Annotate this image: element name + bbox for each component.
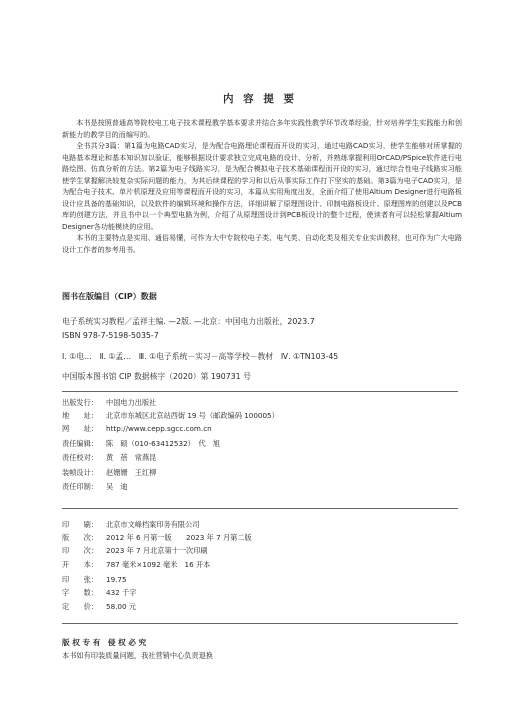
- copyright-notice: 版 权 专 有 侵 权 必 究: [62, 638, 147, 647]
- summary-body: [62, 117, 462, 255]
- publisher-row: [62, 424, 212, 434]
- printing-row: [62, 560, 210, 570]
- publisher-row: [62, 453, 156, 463]
- quality-notice: 本书如有印装质量问题，我社营销中心负责退换: [62, 651, 213, 660]
- summary-paragraph: 本书的主要特点是实用、通俗易懂，可作为大中专院校电子类、电气类、自动化类及相关专业实训教材，也可作为广大电路设计工作者的参考用书。: [62, 233, 462, 254]
- publisher-value: 黄 蓓 常燕昆: [106, 453, 157, 462]
- publisher-row: [62, 398, 156, 408]
- publisher-key: 装帧设计：: [62, 468, 98, 477]
- summary-paragraph: 全书共分3篇：第1篇为电路CAD实习，是为配合电路理论课程而开设的实习，通过电路CAD实习，使学生能够对所掌握的电路基本理论和基本知识加以验证，能够根据设计要求独立完成电路的设计、分析，并熟练掌握利用OrCAD/PSpice软件进行电路绘图、仿真分析的方法。第2篇为电子线路实习，是为配合模拟电子技术基础课程而开设的实习，通过综合性电子线路实习能使学生掌握解决较复杂实际问题的能力，为其后续课程的学习和以后从事实际工作打下坚实的基础。第3篇为电子CAD实习，是为配合电子技术、单片机原理及应用等课程而开设的实习，本篇从实用角度出发，全面介绍了使用Altium Designer进行电路板设计应具备的基础知识，以及软件的编辑环境和操作方法，详细讲解了原理图设计、印制电路板设计、原理图库的创建以及PCB库的创建方法，并且书中以一个典型电路为例，介绍了从原理图设计到PCB板设计的整个过程，使读者有可以轻松掌握Altium Designer各功能模块的应用。: [62, 141, 462, 231]
- publisher-value: 中国电力出版社: [106, 398, 157, 407]
- divider-line: [62, 391, 458, 392]
- publisher-value: 赵姗姗 王红柳: [106, 468, 157, 477]
- printing-row: [62, 546, 208, 556]
- cip-isbn: ISBN 978-7-5198-5035-7: [62, 331, 159, 340]
- publisher-key: 责任印制：: [62, 482, 98, 491]
- printing-row: [62, 588, 136, 598]
- publisher-row: [62, 482, 128, 492]
- printing-row: [62, 602, 136, 612]
- summary-heading: 内 容 提 要: [223, 93, 297, 105]
- publisher-key: 网 址：: [62, 424, 98, 433]
- publisher-row: [62, 468, 156, 478]
- printing-value: 2012 年 6 月第一版 2023 年 7 月第二版: [106, 533, 252, 542]
- printing-key: 开 本：: [62, 560, 98, 569]
- printing-value: 787 毫米×1092 毫米 16 开本: [106, 560, 211, 569]
- publisher-row: [62, 411, 279, 421]
- publisher-key: 出版发行：: [62, 398, 98, 407]
- cip-classification: Ⅰ. ①电… Ⅱ. ①孟… Ⅲ. ①电子系统－实习－高等学校－教材 Ⅳ. ①TN103-45: [62, 352, 339, 361]
- printing-key: 印 刷：: [62, 520, 98, 529]
- divider-line: [62, 508, 458, 509]
- printing-row: [62, 533, 252, 543]
- publisher-key: 地 址：: [62, 411, 98, 420]
- publisher-value: 吴 迪: [106, 482, 128, 491]
- printing-value: 58.00 元: [106, 602, 137, 611]
- printing-row: [62, 520, 199, 530]
- publisher-value: 陈 硕（010-63412532） 代 旭: [106, 439, 220, 448]
- printing-row: [62, 575, 127, 585]
- printing-value: 2023 年 7 月北京第十一次印刷: [106, 546, 208, 555]
- printing-value: 432 千字: [106, 588, 137, 597]
- publisher-row: [62, 439, 220, 449]
- divider-line: [62, 623, 458, 624]
- publisher-key: 责任校对：: [62, 453, 98, 462]
- printing-value: 北京市文峰档案印务有限公司: [106, 520, 200, 529]
- printing-key: 定 价：: [62, 602, 98, 611]
- cip-record-number: 中国版本图书馆 CIP 数据核字（2020）第 190731 号: [62, 372, 251, 381]
- summary-paragraph: 本书是按照普通高等院校电工电子技术课程教学基本要求并结合多年实践性教学环节改革经验，针对培养学生实践能力和创新能力的教学目的而编写的。: [62, 118, 462, 139]
- publisher-value: http://www.cepp.sgcc.com.cn: [106, 424, 212, 433]
- cip-book-entry: 电子系统实习教程／孟祥主编. —2版. —北京：中国电力出版社，2023.7: [62, 317, 315, 326]
- printing-key: 印 次：: [62, 546, 98, 555]
- publisher-value: 北京市东城区北京站西街 19 号（邮政编码 100005）: [106, 411, 279, 420]
- printing-value: 19.75: [106, 575, 127, 584]
- printing-key: 版 次：: [62, 533, 98, 542]
- cip-title: 图书在版编目（CIP）数据: [62, 292, 157, 301]
- publisher-key: 责任编辑：: [62, 439, 98, 448]
- printing-key: 字 数：: [62, 588, 98, 597]
- printing-key: 印 张：: [62, 575, 98, 584]
